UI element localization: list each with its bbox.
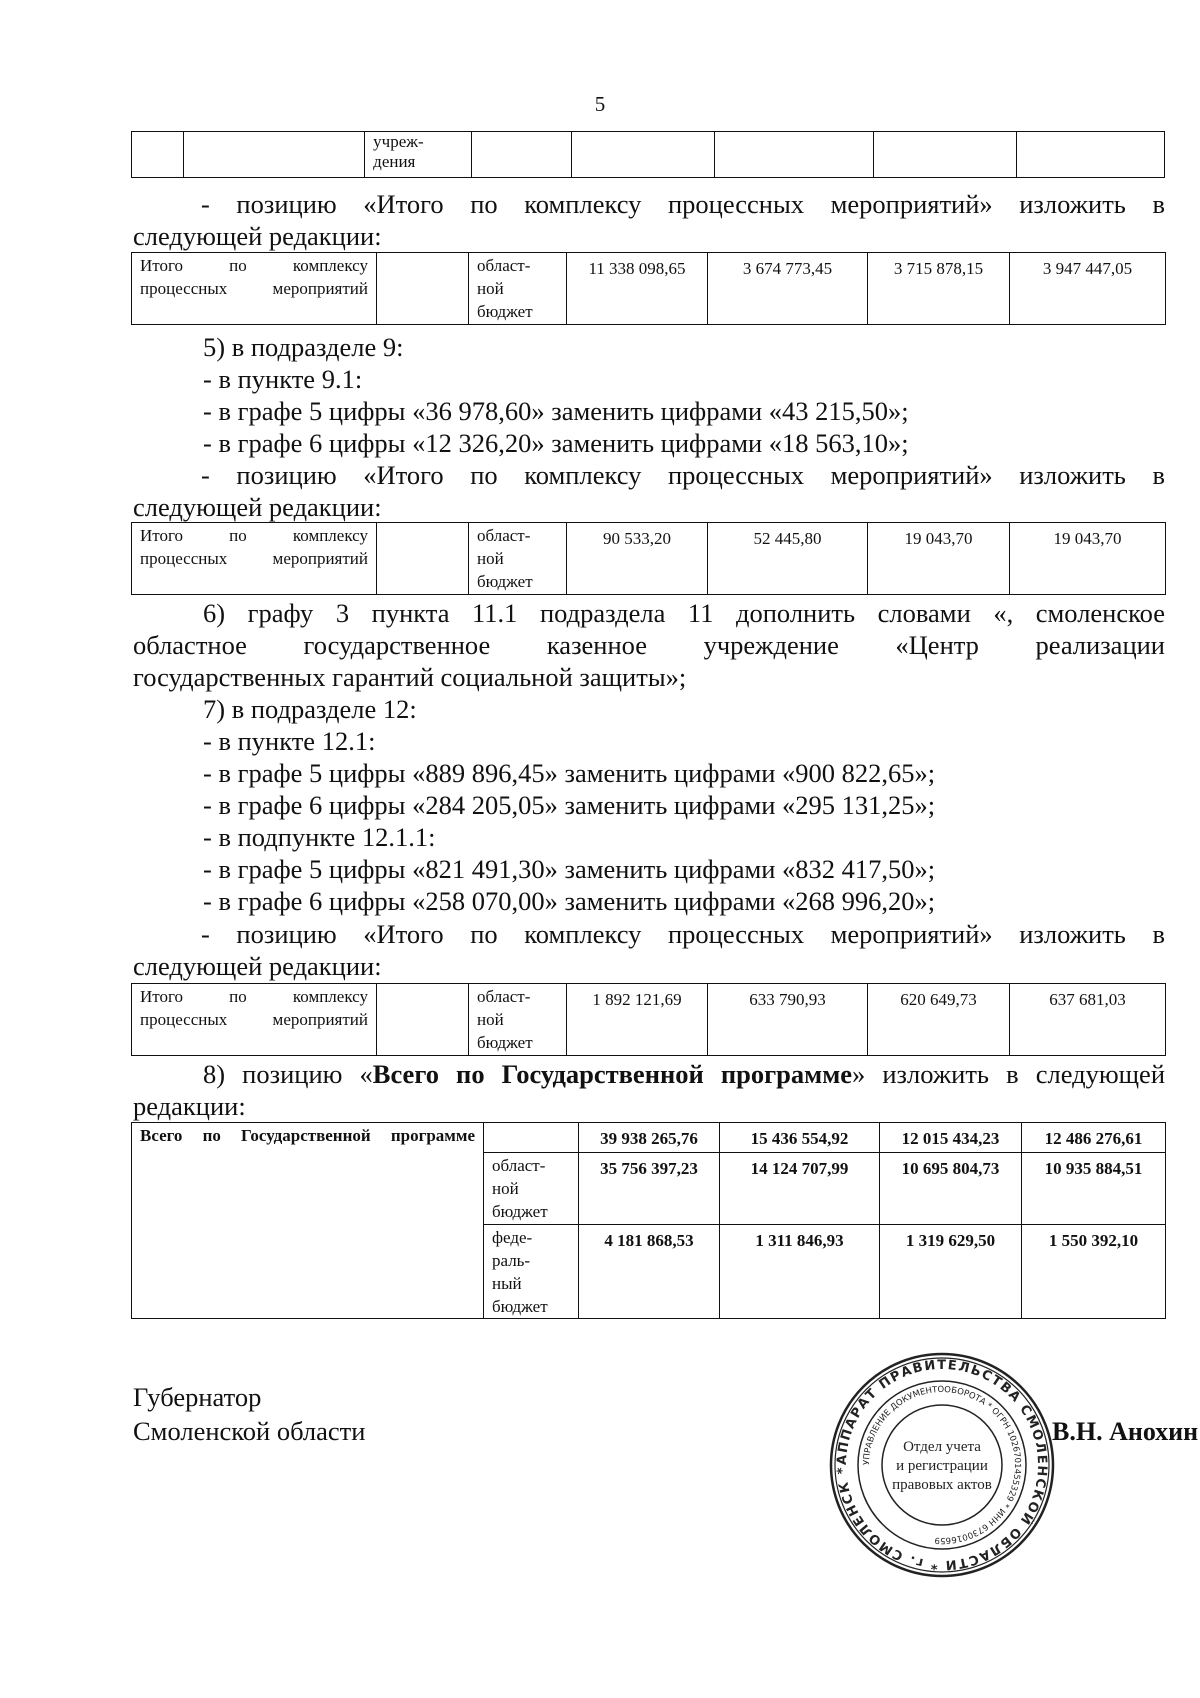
signer-name: В.Н. Анохин [1052, 1417, 1199, 1446]
section-6-line3: государственных гарантий социальной защиты»; [133, 662, 687, 692]
total-cell: 39 938 265,76 [579, 1123, 720, 1153]
paragraph-position-itogo-1: - позицию «Итого по комплексу процессных мероприятий» изложить в [201, 189, 1165, 219]
value-cell: 1 892 121,69 [567, 984, 708, 1056]
row-name: Итого по комплексу процессных мероприятий [132, 253, 377, 325]
table-cell [572, 132, 715, 178]
value-cell: 3 947 447,05 [1010, 253, 1166, 325]
row-source: област- ной бюджет [469, 984, 567, 1056]
value-cell: 620 649,73 [868, 984, 1010, 1056]
federal-cell: 1 550 392,10 [1022, 1225, 1166, 1319]
paragraph-next-edition-2: следующей редакции: [133, 492, 382, 522]
table-cell [184, 132, 365, 178]
row-name: Всего по Государственной программе [132, 1123, 484, 1153]
total-cell: 12 015 434,23 [880, 1123, 1022, 1153]
signature-title [133, 1380, 365, 1448]
paragraph-position-itogo-2: - позицию «Итого по комплексу процессных мероприятий» изложить в [201, 460, 1165, 490]
stamp-center-line3: правовых актов [892, 1477, 992, 1493]
section-7-sub-col6: - в графе 6 цифры «258 070,00» заменить цифрами «268 996,20»; [203, 886, 936, 916]
regional-cell: 10 695 804,73 [880, 1153, 1022, 1225]
row-name: Итого по комплексу процессных мероприятий [132, 984, 377, 1056]
regional-source: област- ной бюджет [484, 1153, 579, 1225]
value-cell: 3 715 878,15 [868, 253, 1010, 325]
federal-cell: 4 181 868,53 [579, 1225, 720, 1319]
paragraph-next-edition-3: следующей редакции: [133, 951, 382, 981]
stamp-inner-text: УПРАВЛЕНИЕ ДОКУМЕНТООБОРОТА * ОГРН 1026701455329 * ИНН 6730016659 [861, 1384, 1023, 1546]
section-7-item: - в пункте 12.1: [203, 726, 376, 756]
value-cell: 19 043,70 [868, 523, 1010, 595]
section-7-sub-col5: - в графе 5 цифры «821 491,30» заменить цифрами «832 417,50»; [203, 854, 936, 884]
section-5-col5: - в графе 5 цифры «36 978,60» заменить цифрами «43 215,50»; [203, 396, 909, 426]
total-cell: 15 436 554,92 [720, 1123, 880, 1153]
stamp-center-line2: и регистрации [896, 1458, 988, 1474]
value-cell: 633 790,93 [708, 984, 868, 1056]
federal-source: феде- раль- ный бюджет [484, 1225, 579, 1319]
official-stamp [828, 1351, 1056, 1579]
value-cell: 3 674 773,45 [708, 253, 868, 325]
table-cell [377, 984, 469, 1056]
table-total [131, 1122, 1166, 1319]
section-7-col5: - в графе 5 цифры «889 896,45» заменить цифрами «900 822,65»; [203, 758, 936, 788]
section-6-line2: областное государственное казенное учреждение «Центр реализации [133, 630, 1165, 660]
row-name: Итого по комплексу процессных мероприятий [132, 523, 377, 595]
section-8-line1 [133, 1058, 1165, 1090]
value-cell: 637 681,03 [1010, 984, 1166, 1056]
section-7-subitem: - в подпункте 12.1.1: [203, 822, 436, 852]
table-cell [132, 132, 184, 178]
section-5-heading: 5) в подразделе 9: [203, 332, 404, 362]
table-cell [484, 1123, 579, 1153]
table-itogo-1 [131, 252, 1166, 325]
section-6-line1: 6) графу 3 пункта 11.1 подраздела 11 дополнить словами «, смоленское [203, 598, 1165, 628]
section-8-prefix: 8) позицию « [203, 1059, 373, 1089]
regional-cell: 35 756 397,23 [579, 1153, 720, 1225]
stamp-center-line1: Отдел учета [903, 1439, 981, 1455]
table-cell [1016, 132, 1164, 178]
federal-cell: 1 311 846,93 [720, 1225, 880, 1319]
total-cell: 12 486 276,61 [1022, 1123, 1166, 1153]
value-cell: 52 445,80 [708, 523, 868, 595]
signature-title-line2: Смоленской области [133, 1416, 366, 1446]
table-cell [714, 132, 873, 178]
signature-title-line1: Губернатор [133, 1382, 262, 1412]
paragraph-position-itogo-3: - позицию «Итого по комплексу процессных мероприятий» изложить в [201, 919, 1165, 949]
section-5-item: - в пункте 9.1: [203, 364, 363, 394]
table-cell-institution: учреж- дения [365, 132, 472, 178]
table-cell [132, 1153, 484, 1225]
page-number: 5 [594, 92, 606, 116]
table-cell [471, 132, 571, 178]
table-continuation [131, 131, 1165, 178]
section-8-bold: Всего по Государственной программе [372, 1059, 853, 1089]
table-itogo-2 [131, 522, 1166, 595]
value-cell: 11 338 098,65 [567, 253, 708, 325]
table-cell [377, 523, 469, 595]
federal-cell: 1 319 629,50 [880, 1225, 1022, 1319]
section-8-line2: редакции: [133, 1091, 246, 1121]
section-7-col6: - в графе 6 цифры «284 205,05» заменить цифрами «295 131,25»; [203, 790, 936, 820]
stamp-outer-text: АППАРАТ ПРАВИТЕЛЬСТВА СМОЛЕНСКОЙ ОБЛАСТИ * г. СМОЛЕНСК * [834, 1357, 1050, 1573]
section-8-suffix: » изложить в следующей [852, 1059, 1165, 1089]
regional-cell: 10 935 884,51 [1022, 1153, 1166, 1225]
table-cell [377, 253, 469, 325]
paragraph-next-edition-1: следующей редакции: [133, 221, 382, 251]
section-5-col6: - в графе 6 цифры «12 326,20» заменить цифрами «18 563,10»; [203, 428, 909, 458]
row-source: област- ной бюджет [469, 523, 567, 595]
table-cell [132, 1225, 484, 1319]
table-itogo-3 [131, 983, 1166, 1056]
section-7-heading: 7) в подразделе 12: [203, 694, 417, 724]
row-source: област- ной бюджет [469, 253, 567, 325]
table-cell [874, 132, 1017, 178]
regional-cell: 14 124 707,99 [720, 1153, 880, 1225]
value-cell: 90 533,20 [567, 523, 708, 595]
value-cell: 19 043,70 [1010, 523, 1166, 595]
